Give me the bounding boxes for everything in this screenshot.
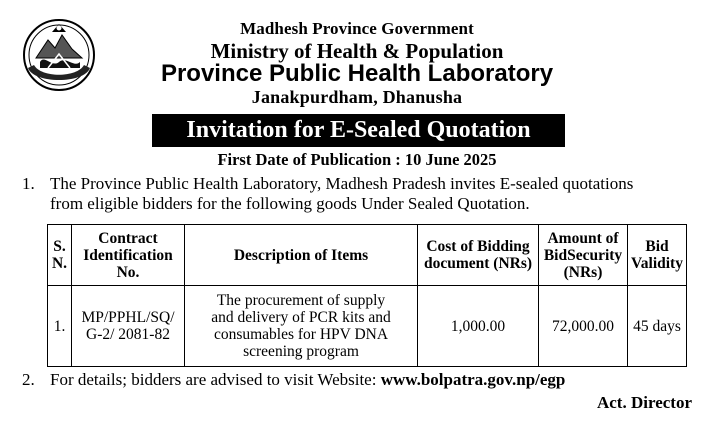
office-name: Province Public Health Laboratory xyxy=(160,60,554,87)
header-description xyxy=(185,225,418,286)
notice-title-banner: Invitation for E-Sealed Quotation xyxy=(152,114,565,147)
header-text: Identification xyxy=(83,246,173,264)
header-text: document (NRs) xyxy=(423,255,533,272)
publication-date-line xyxy=(0,150,714,170)
paragraph-2-label: For details; bidders are advised to visit Website: xyxy=(50,370,377,389)
cell-text: and delivery of PCR kits and xyxy=(211,309,391,326)
cell-text: consumables for HPV DNA xyxy=(213,326,389,343)
government-name: Madhesh Province Government xyxy=(240,19,474,38)
publication-label: First Date of Publication : xyxy=(217,150,401,169)
paragraph-2-text xyxy=(50,370,565,390)
header-text: Description of Items xyxy=(233,246,369,264)
cell-text: MP/PPHL/SQ/ xyxy=(81,309,175,326)
cell-text: G-2/ 2081-82 xyxy=(86,326,170,343)
cell-sn: 1. xyxy=(48,286,72,367)
header-contract xyxy=(72,225,185,286)
website-link[interactable]: www.bolpatra.gov.np/egp xyxy=(380,370,566,389)
header-text: N. xyxy=(51,255,68,272)
header-text: Validity xyxy=(631,255,683,272)
ministry-name: Ministry of Health & Population xyxy=(210,39,504,63)
header-text: Contract xyxy=(98,229,158,247)
header-text: Cost of Bidding xyxy=(426,238,530,255)
header-text: Bid xyxy=(645,238,669,255)
paragraph-1-number: 1. xyxy=(22,174,35,193)
header-text: (NRs) xyxy=(563,263,603,281)
cell-description xyxy=(185,286,418,367)
paragraph-1-line-2: from eligible bidders for the following goods Under Sealed Quotation. xyxy=(50,194,530,213)
header-sn xyxy=(48,225,72,286)
paragraph-1-line-1: The Province Public Health Laboratory, Madhesh Pradesh invites E-sealed quotations xyxy=(50,174,634,193)
paragraph-2-number: 2. xyxy=(22,370,35,389)
header-text: Amount of xyxy=(547,229,619,247)
office-address: Janakpurdham, Dhanusha xyxy=(251,87,463,107)
items-table xyxy=(47,224,687,367)
signatory-title: Act. Director xyxy=(596,393,692,412)
header-text: S. xyxy=(53,238,66,255)
cell-text: screening program xyxy=(243,343,359,360)
table-header-row xyxy=(48,225,687,286)
table-row xyxy=(48,286,687,367)
header-text: BidSecurity xyxy=(543,246,623,264)
header-validity xyxy=(628,225,687,286)
header-text: No. xyxy=(116,263,140,281)
cell-amount: 72,000.00 xyxy=(539,286,628,367)
cell-validity: 45 days xyxy=(628,286,687,367)
header-amount xyxy=(539,225,628,286)
cell-text: The procurement of supply xyxy=(216,292,386,309)
header-cost xyxy=(418,225,539,286)
cell-cost: 1,000.00 xyxy=(418,286,539,367)
publication-date: 10 June 2025 xyxy=(404,150,497,169)
cell-contract xyxy=(72,286,185,367)
